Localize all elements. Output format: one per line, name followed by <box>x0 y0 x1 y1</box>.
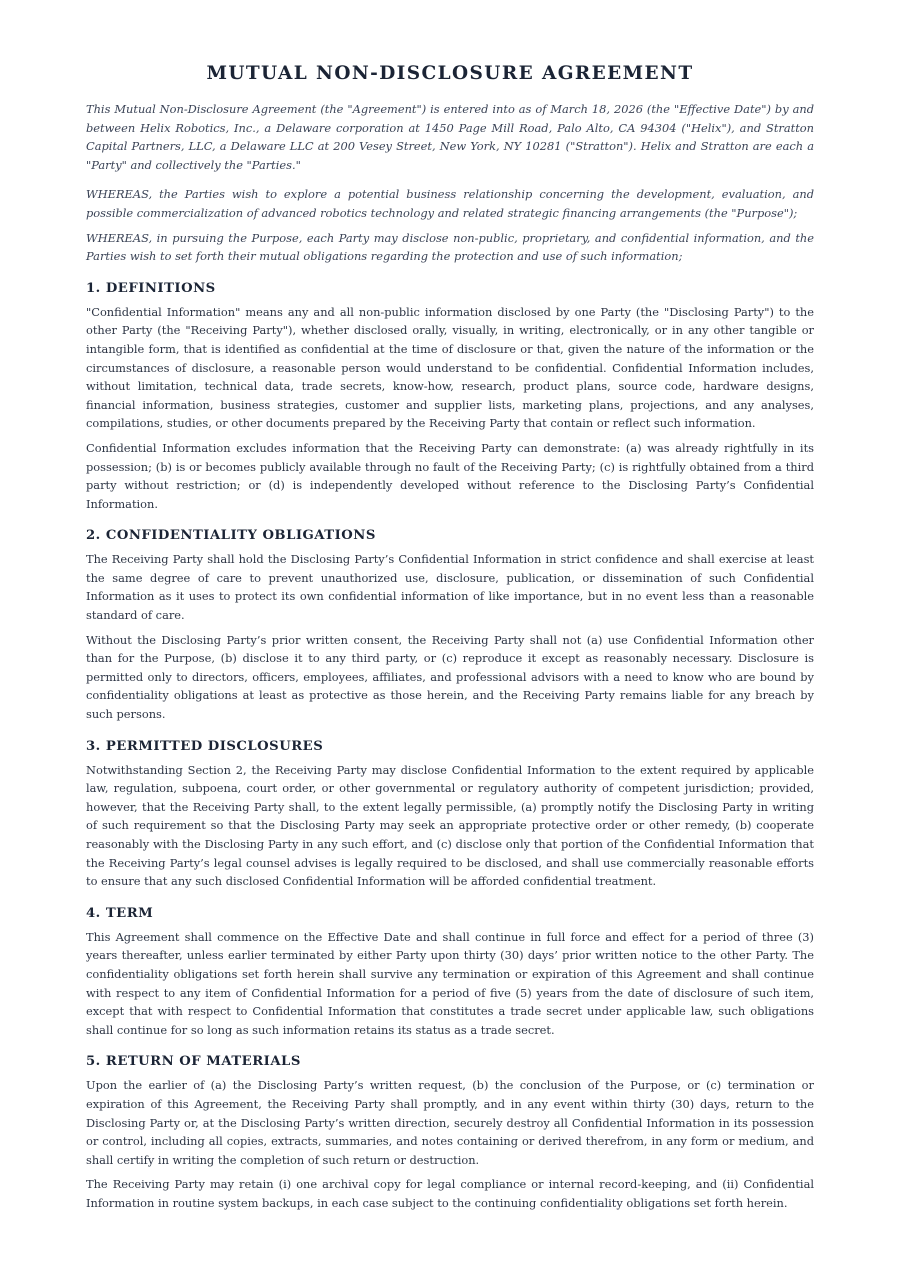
section-term <box>86 905 814 1040</box>
section-paragraph: This Agreement shall commence on the Effective Date and shall continue in full force and effect for a period of three (3) years thereafter, unless earlier terminated by either Party upon thirty (30) days’ prior written notice to the other Party. The confidentiality obligations set forth herein shall survive any termination or expiration of this Agreement and shall continue with respect to any item of Confidential Information for a period of five (5) years from the date of disclosure of such item, except that with respect to Confidential Information that constitutes a trade secret under applicable law, such obligations shall continue for so long as such information retains its status as a trade secret. <box>86 929 814 1037</box>
preamble <box>86 100 814 266</box>
section-paragraph: The Receiving Party shall hold the Disclosing Party’s Confidential Information in strict confidence and shall exercise at least the same degree of care to prevent unauthorized use, disclosure, publication, or dissemination of such Confidential Information as it uses to protect its own confidential information of like importance, but in no event less than a reasonable standard of care. <box>86 552 814 623</box>
section-heading: 4. TERM <box>86 905 154 921</box>
section-paragraph: Upon the earlier of (a) the Disclosing Party’s written request, (b) the conclusion of the Purpose, or (c) termination or expiration of this Agreement, the Receiving Party shall promptly, and in any event within thirty (30) days, return to the Disclosing Party or, at the Disclosing Party’s written direction, securely destroy all Confidential Information in its possession or control, including all copies, extracts, summaries, and notes containing or derived therefrom, in any form or medium, and shall certify in writing the completion of such return or destruction. <box>86 1078 814 1167</box>
section-heading: 2. CONFIDENTIALITY OBLIGATIONS <box>86 528 376 544</box>
document-title: MUTUAL NON-DISCLOSURE AGREEMENT <box>206 63 694 84</box>
section-paragraph: Confidential Information excludes information that the Receiving Party can demonstrate: (a) was already rightfully in its possession; (b) is or becomes publicly available through no fault of the Receiving Party; (c) is rightfully obtained from a third party without restriction; or (d) is independently developed without reference to the Disclosing Party’s Confidential Information. <box>86 440 814 511</box>
section-heading: 1. DEFINITIONS <box>86 280 216 296</box>
section-heading: 5. RETURN OF MATERIALS <box>86 1054 301 1070</box>
section-definitions <box>86 280 814 514</box>
section-heading: 3. PERMITTED DISCLOSURES <box>86 738 324 754</box>
section-paragraph: Without the Disclosing Party’s prior written consent, the Receiving Party shall not (a) use Confidential Information other than for the Purpose, (b) disclose it to any third party, or (c) reproduce it except as reasonably necessary. Disclosure is permitted only to directors, officers, employees, affiliates, and professional advisors with a need to know who are bound by confidentiality obligations at least as protective as those herein, and the Receiving Party remains liable for any breach by such persons. <box>86 632 814 722</box>
section-return-of-materials <box>86 1053 814 1212</box>
section-permitted-disclosures <box>86 738 814 891</box>
section-paragraph: The Receiving Party may retain (i) one archival copy for legal compliance or internal record-keeping, and (ii) Confidential Information in routine system backups, in each case subject to the continuing confidentiality obligations set forth herein. <box>86 1177 814 1210</box>
section-paragraph: Notwithstanding Section 2, the Receiving Party may disclose Confidential Information to the extent required by applicable law, regulation, subpoena, court order, or other governmental or regulatory authority of competent jurisdiction; provided, however, that the Receiving Party shall, to the extent legally permissible, (a) promptly notify the Disclosing Party in writing of such requirement so that the Disclosing Party may seek an appropriate protective order or other remedy, (b) cooperate reasonably with the Disclosing Party in any such effort, and (c) disclose only that portion of the Confidential Information that the Receiving Party’s legal counsel advises is legally required to be disclosed, and shall use commercially reasonable efforts to ensure that any such disclosed Confidential Information will be afforded confidential treatment. <box>86 762 814 889</box>
whereas-clause-1: WHEREAS, the Parties wish to explore a potential business relationship concerning the development, evaluation, and possible commercialization of advanced robotics technology and related strategic financing arrangements (the "Purpose"); <box>86 187 814 220</box>
section-paragraph: "Confidential Information" means any and all non-public information disclosed by one Party (the "Disclosing Party") to the other Party (the "Receiving Party"), whether disclosed orally, visually, in writing, electronically, or in any other tangible or intangible form, that is identified as confidential at the time of disclosure or that, given the nature of the information or the circumstances of disclosure, a reasonable person would understand to be confidential. Confidential Information includes, without limitation, technical data, trade secrets, know-how, research, product plans, source code, hardware designs, financial information, business strategies, customer and supplier lists, marketing plans, projections, and any analyses, compilations, studies, or other documents prepared by the Receiving Party that contain or reflect such information. <box>86 304 814 431</box>
whereas-clause-2: WHEREAS, in pursuing the Purpose, each Party may disclose non-public, proprietary, and confidential information, and the Parties wish to set forth their mutual obligations regarding the protection and use of such information; <box>86 230 814 264</box>
section-confidentiality-obligations <box>86 527 814 723</box>
preamble-intro: This Mutual Non-Disclosure Agreement (the "Agreement") is entered into as of March 18, 2026 (the "Effective Date") by and between Helix Robotics, Inc., a Delaware corporation at 1450 Page Mill Road, Palo Alto, CA 94304 ("Helix"), and Stratton Capital Partners, LLC, a Delaware LLC at 200 Vesey Street, New York, NY 10281 ("Stratton"). Helix and Stratton are each a "Party" and collectively the "Parties." <box>86 102 814 172</box>
